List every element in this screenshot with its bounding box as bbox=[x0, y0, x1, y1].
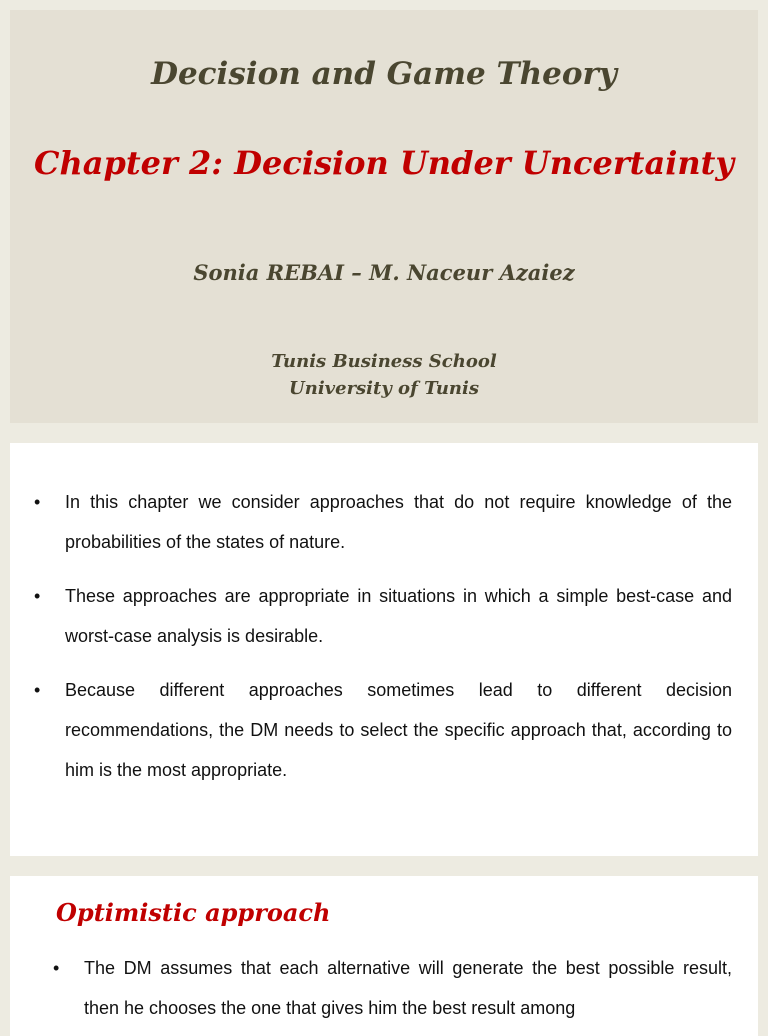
bullet-icon: • bbox=[53, 958, 60, 978]
bullet-icon: • bbox=[34, 586, 41, 606]
bullet-text: In this chapter we consider approaches that do not require knowledge of the probabilities of the states of nature. bbox=[65, 492, 732, 552]
section-heading: Optimistic approach bbox=[56, 898, 331, 927]
optimistic-bullet-list bbox=[29, 948, 732, 1028]
list-item bbox=[29, 948, 732, 1028]
institution bbox=[10, 348, 758, 402]
list-item bbox=[10, 576, 732, 656]
intro-bullet-list bbox=[10, 482, 732, 790]
intro-slide bbox=[10, 443, 758, 856]
authors: Sonia REBAI – M. Naceur Azaiez bbox=[193, 260, 575, 285]
optimistic-slide bbox=[10, 876, 758, 1036]
bullet-icon: • bbox=[34, 680, 41, 700]
course-title: Decision and Game Theory bbox=[151, 56, 617, 92]
list-item bbox=[10, 482, 732, 562]
school-name: Tunis Business School bbox=[271, 351, 497, 372]
title-slide bbox=[10, 10, 758, 423]
bullet-text: The DM assumes that each alternative will generate the best possible result, then he chooses the one that gives him the best result among bbox=[84, 958, 732, 1018]
list-item bbox=[10, 670, 732, 790]
university-name: University of Tunis bbox=[289, 378, 479, 399]
bullet-icon: • bbox=[34, 492, 41, 512]
bullet-text: These approaches are appropriate in situations in which a simple best-case and worst-case analysis is desirable. bbox=[65, 586, 732, 646]
chapter-title: Chapter 2: Decision Under Uncertainty bbox=[34, 144, 734, 182]
bullet-text: Because different approaches sometimes lead to different decision recommendations, the DM needs to select the specific approach that, according to him is the most appropriate. bbox=[65, 680, 732, 780]
